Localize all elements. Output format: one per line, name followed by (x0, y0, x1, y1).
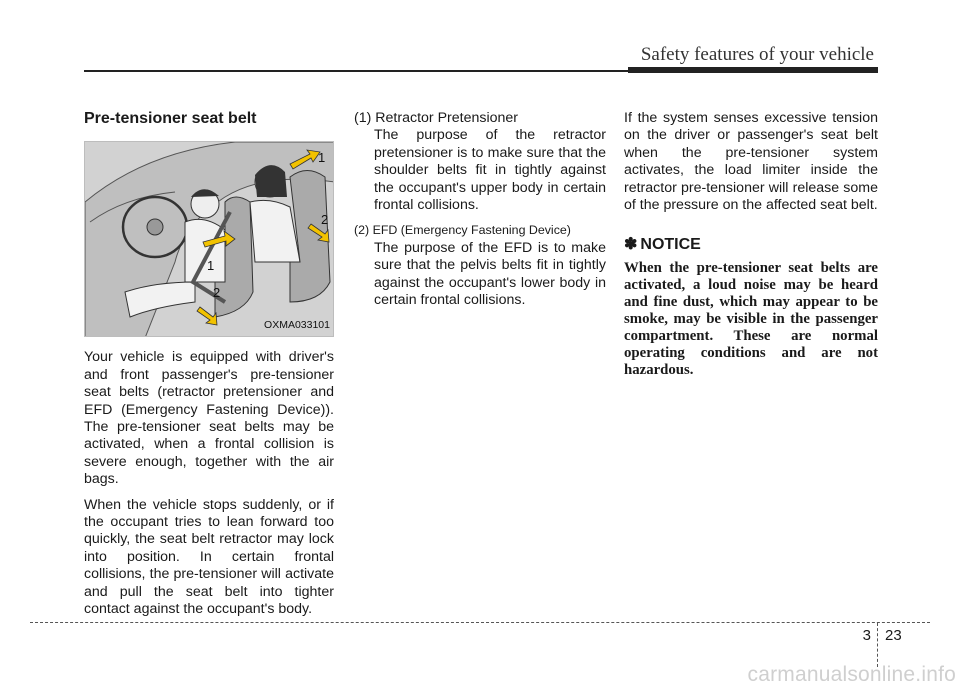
retractor-heading: (1) Retractor Pretensioner (354, 110, 519, 126)
chapter-number: 3 (862, 627, 871, 644)
notice-title: NOTICE (640, 236, 701, 254)
footer-divider (877, 623, 878, 667)
figure-label-2-bottom: 2 (213, 285, 221, 301)
page-number: 23 (885, 627, 902, 644)
figure-label-1-top: 1 (318, 150, 326, 166)
notice-icon: ✽ (624, 236, 638, 254)
section-title: Pre-tensioner seat belt (84, 110, 257, 127)
footer-rule (30, 622, 930, 623)
figure-label-1-bottom: 1 (207, 258, 215, 274)
intro-paragraph: Your vehicle is equipped with driver's and front passenger's pre-tensioner seat belts (retractor pretensioner and EFD (Emergency Fastening Device)). The pre-tensioner seat belts may be activated, when a frontal collision is severe enough, together with the air bags. (84, 349, 334, 488)
header-title: Safety features of your vehicle (640, 44, 874, 65)
column-left (84, 110, 334, 627)
header-rule-accent (628, 67, 878, 73)
seatbelt-illustration (84, 141, 334, 337)
efd-heading: (2) EFD (Emergency Fastening Device) (354, 223, 571, 238)
lock-paragraph: When the vehicle stops suddenly, or if the occupant tries to lean forward too quickly, the seat belt retractor may lock into position. In certain frontal collisions, the pre-tensioner will activate and pull the seat belt into tighter contact against the occupant's body. (84, 496, 334, 618)
figure-label-2-top: 2 (321, 212, 329, 228)
efd-description: The purpose of the EFD is to make sure that the pelvis belts fit in tightly against the occupant's lower body in certain frontal collisions. (374, 239, 606, 309)
notice-body: When the pre-tensioner seat belts are activated, a loud noise may be heard and fine dust, which may appear to be smoke, may be visible in the passenger compartment. These are normal operating conditions and are not hazardous. (624, 259, 878, 378)
figure-code: OXMA033101 (264, 319, 330, 331)
load-limiter-paragraph: If the system senses excessive tension on the driver or passenger's seat belt when the pre-tensioner system activates, the load limiter inside the retractor pre-tensioner will release some of the pressure on the affected seat belt. (624, 110, 878, 214)
retractor-description: The purpose of the retractor pretensioner is to make sure that the shoulder belts fit in tightly against the occupant's upper body in certain frontal collisions. (374, 127, 606, 214)
column-middle (354, 110, 606, 309)
notice-heading (624, 236, 878, 253)
column-right (624, 110, 878, 379)
car-interior-drawing (85, 142, 334, 337)
watermark: carmanualsonline.info (747, 663, 956, 686)
